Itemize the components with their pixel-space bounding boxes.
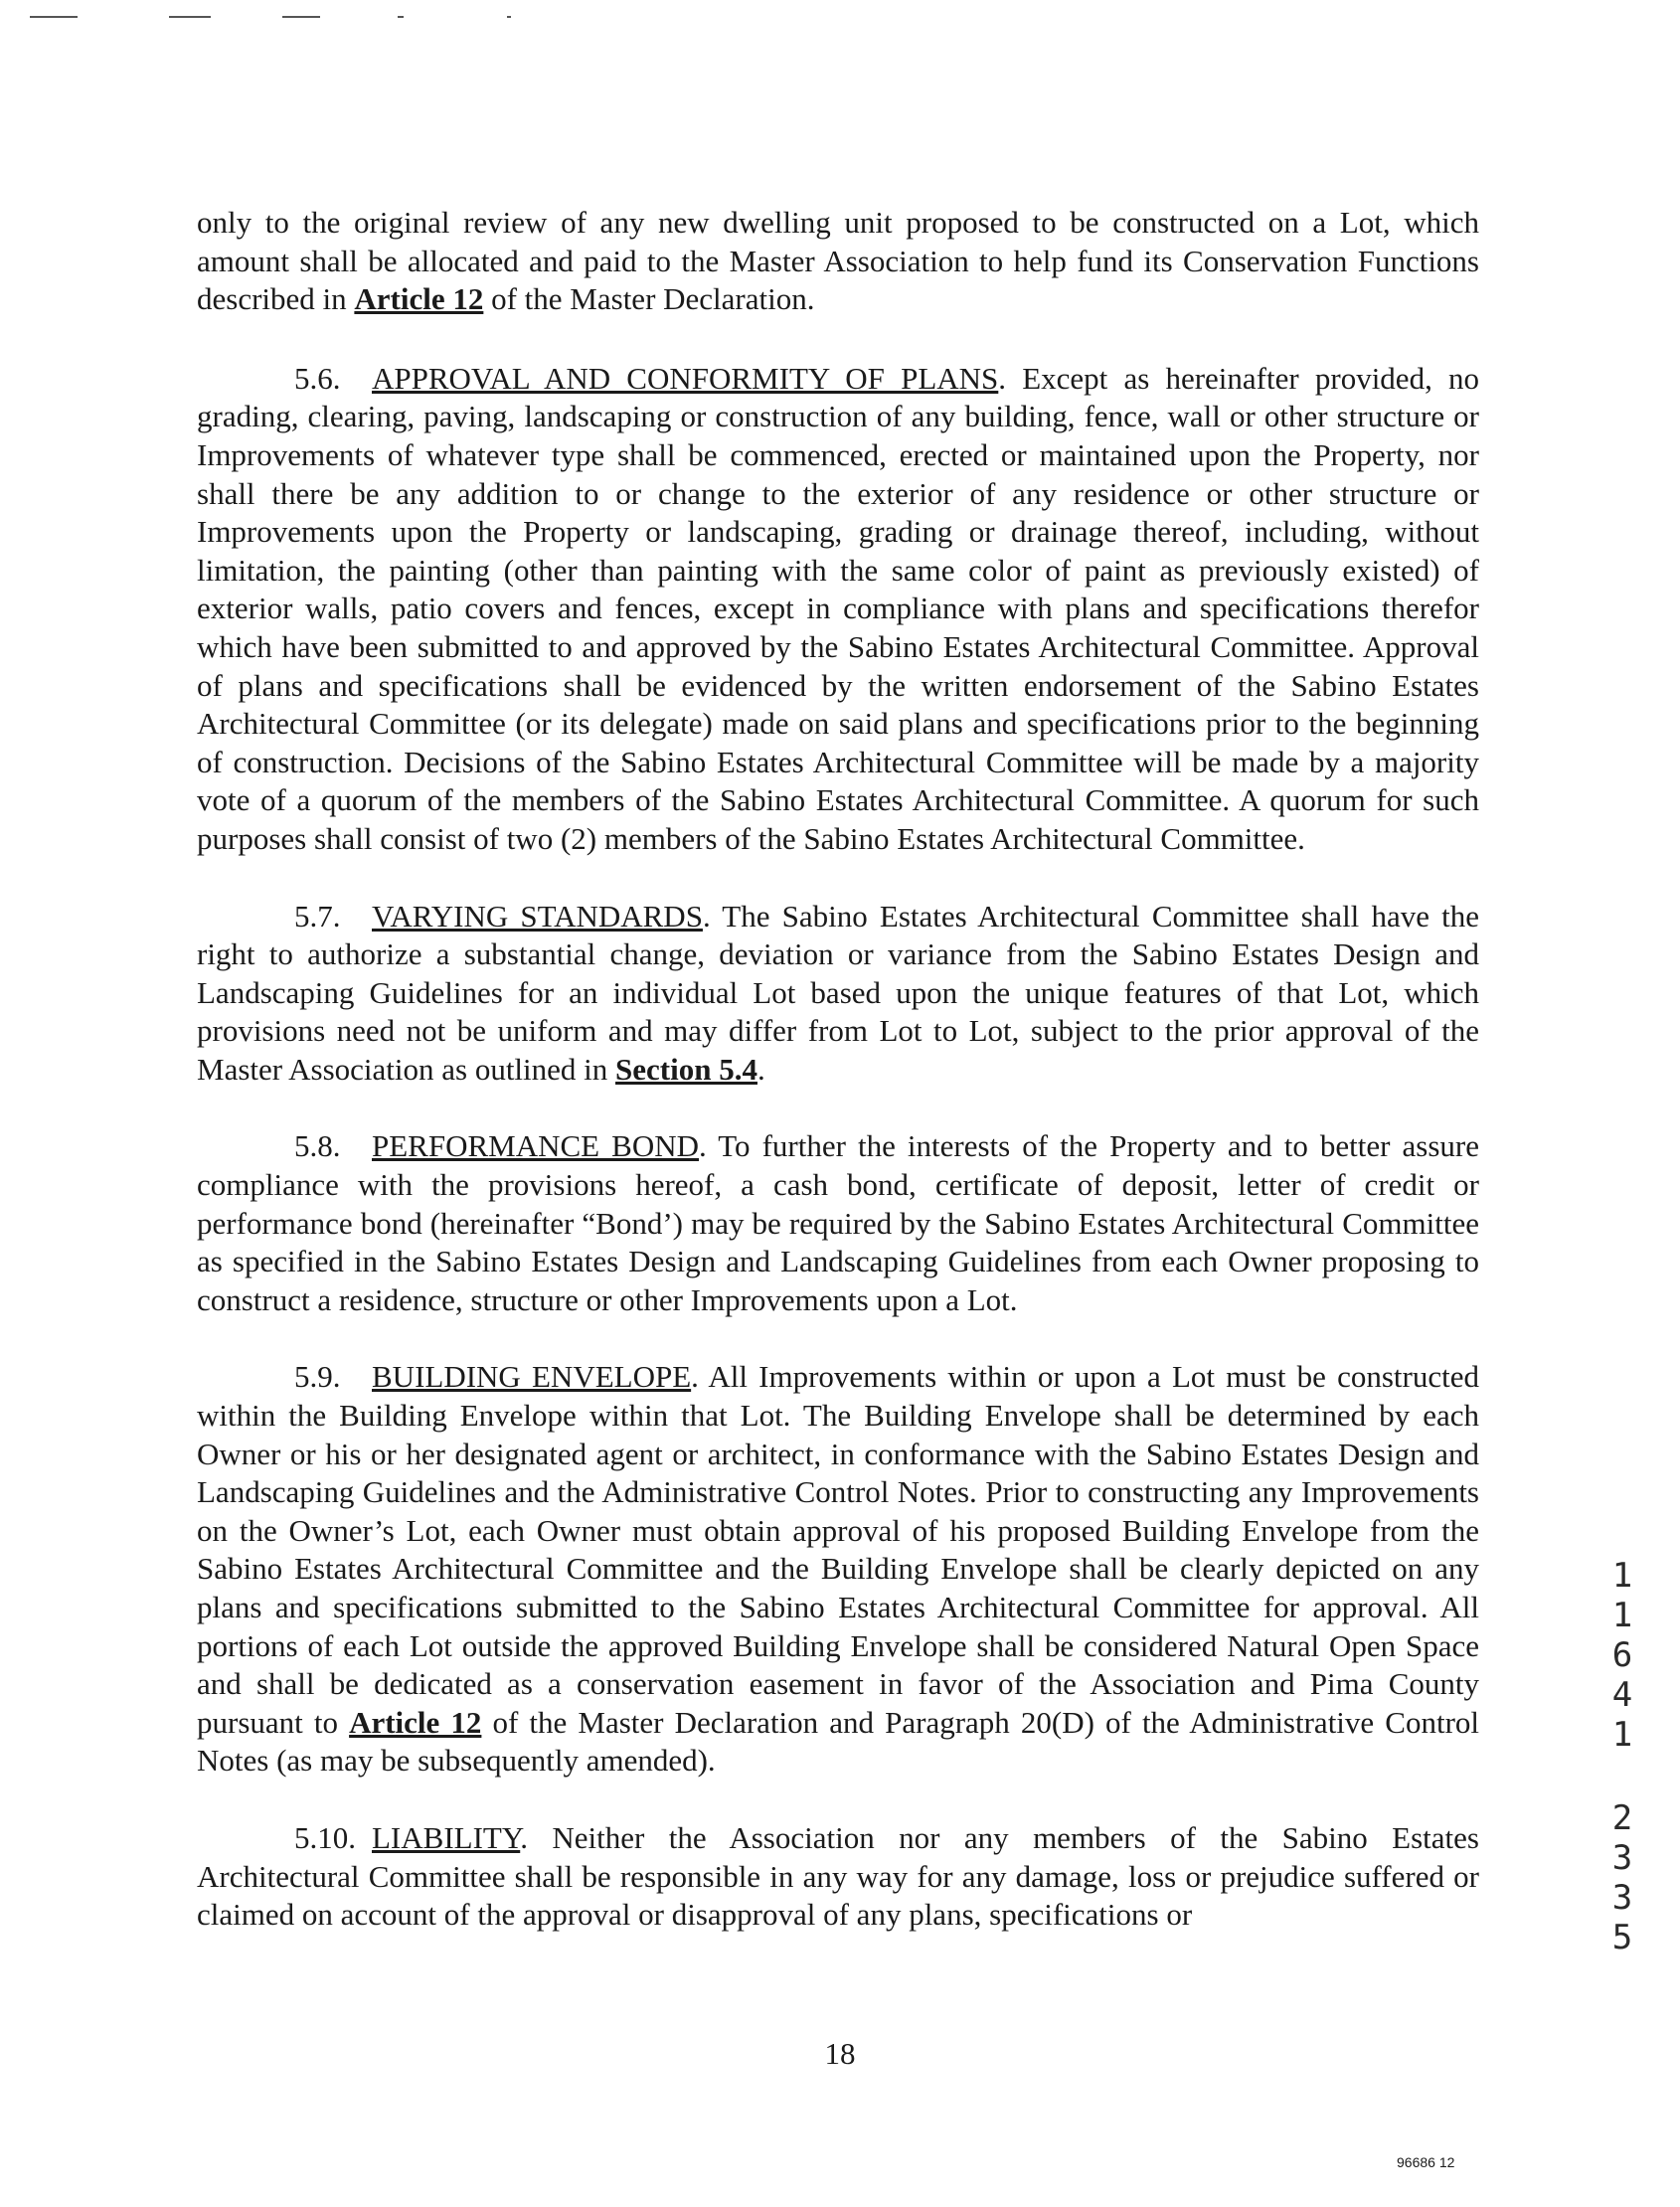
section-number: 5.7. [294,898,341,934]
page-number: 18 [824,2036,856,2071]
section-text: . Except as hereinafter provided, no grading, clearing, paving, landscaping or construction of any building, fence, wall or other structure or Improvements of whatever type shall be commenced, erected or maintained upon the Property, nor shall there be any addition to or change to the exterior of any residence or other structure or Improvements upon the Property or landscaping, grading or drainage thereof, including, without limitation, the painting (other than painting with the same color of paint as previously existed) of exterior walls, patio covers and fences, except in compliance with plans and specifications therefor which have been submitted to and approved by the Sabino Estates Architectural Committee. Approval of plans and specifications shall be evidenced by the written endorsement of the Sabino Estates Architectural Committee (or its delegate) made on said plans and specifications prior to the beginning of construction. Decisions of the Sabino Estates Architectural Committee will be made by a majority vote of a quorum of the members of the Sabino Estates Architectural Committee. A quorum for such purposes shall consist of two (2) members of the Sabino Estates Architectural Committee. [197,360,1479,856]
stamp-digit: 2 [1611,1798,1633,1838]
stamp-gap [1602,1755,1642,1798]
section-text-end: of the Master Declaration and Paragraph 20(D) of the Administrative Control Notes (as may be subsequently amended). [197,1704,1480,1779]
article-12-reference: Article 12 [354,281,484,317]
section-5-4-reference: Section 5.4 [615,1051,757,1087]
intro-text: only to the original review of any new dwelling unit proposed to be constructed on a Lot, which amount shall be allocated and paid to the Master Association to help fund its Conservation Functions described in [197,205,1479,317]
section-text-end: . [756,1051,765,1087]
stamp-digit: 4 [1611,1675,1633,1715]
scan-artifact-marks [0,10,616,22]
section-5-10 [197,1819,1479,1935]
section-number: 5.9. [294,1359,341,1395]
section-heading: LIABILITY [372,1819,521,1855]
document-code: 96686 12 [1397,2154,1455,2170]
section-text: . All Improvements within or upon a Lot must be constructed within the Building Envelope within that Lot. The Building Envelope shall be determined by each Owner or his or her designated agent or architect, in conformance with the Sabino Estates Design and Landscaping Guidelines and the Administrative Control Notes. Prior to constructing any Improvements on the Owner’s Lot, each Owner must obtain approval of his proposed Building Envelope from the Sabino Estates Architectural Committee and the Building Envelope shall be clearly depicted on any plans and specifications submitted to the Sabino Estates Architectural Committee for approval. All portions of each Lot outside the approved Building Envelope shall be considered Natural Open Space and shall be dedicated as a conservation easement in favor of the Association and Pima County pursuant to [197,1359,1479,1740]
recording-stamp [1602,1556,1642,1957]
section-number: 5.8. [294,1128,341,1164]
intro-text-end: of the Master Declaration. [483,281,815,317]
section-5-7 [197,898,1479,1090]
section-text: . The Sabino Estates Architectural Committee shall have the right to authorize a substantial change, deviation or variance from the Sabino Estates Design and Landscaping Guidelines for an individual Lot based upon the unique features of that Lot, which provisions need not be uniform and may differ from Lot to Lot, subject to the prior approval of the Master Association as outlined in [197,898,1479,1087]
section-heading: APPROVAL AND CONFORMITY OF PLANS [372,360,999,396]
section-heading: VARYING STANDARDS [372,898,703,934]
stamp-digit: 6 [1611,1635,1633,1675]
section-text: . To further the interests of the Property and to better assure compliance with the provisions hereof, a cash bond, certificate of deposit, letter of credit or performance bond (hereinafter “Bond’) may be required by the Sabino Estates Architectural Committee as specified in the Sabino Estates Design and Landscaping Guidelines from each Owner proposing to construct a residence, structure or other Improvements upon a Lot. [197,1128,1479,1317]
stamp-digit: 1 [1611,1596,1633,1635]
section-number: 5.6. [294,360,341,396]
document-body [197,204,1479,1973]
stamp-digit: 1 [1611,1715,1633,1755]
stamp-digit: 1 [1611,1556,1633,1596]
section-5-6 [197,360,1479,859]
section-5-8 [197,1127,1479,1319]
article-12-reference: Article 12 [349,1704,482,1740]
intro-paragraph [197,204,1479,319]
section-heading: PERFORMANCE BOND [372,1128,700,1164]
section-text: . Neither the Association nor any members of the Sabino Estates Architectural Committee shall be responsible in any way for any damage, loss or prejudice suffered or claimed on account of the approval or disapproval of any plans, specifications or [197,1819,1479,1933]
stamp-digit: 5 [1611,1918,1633,1957]
stamp-digit: 3 [1611,1878,1633,1918]
section-number: 5.10. [294,1819,356,1855]
section-5-9 [197,1358,1479,1781]
section-heading: BUILDING ENVELOPE [372,1359,692,1395]
stamp-digit: 3 [1611,1838,1633,1878]
